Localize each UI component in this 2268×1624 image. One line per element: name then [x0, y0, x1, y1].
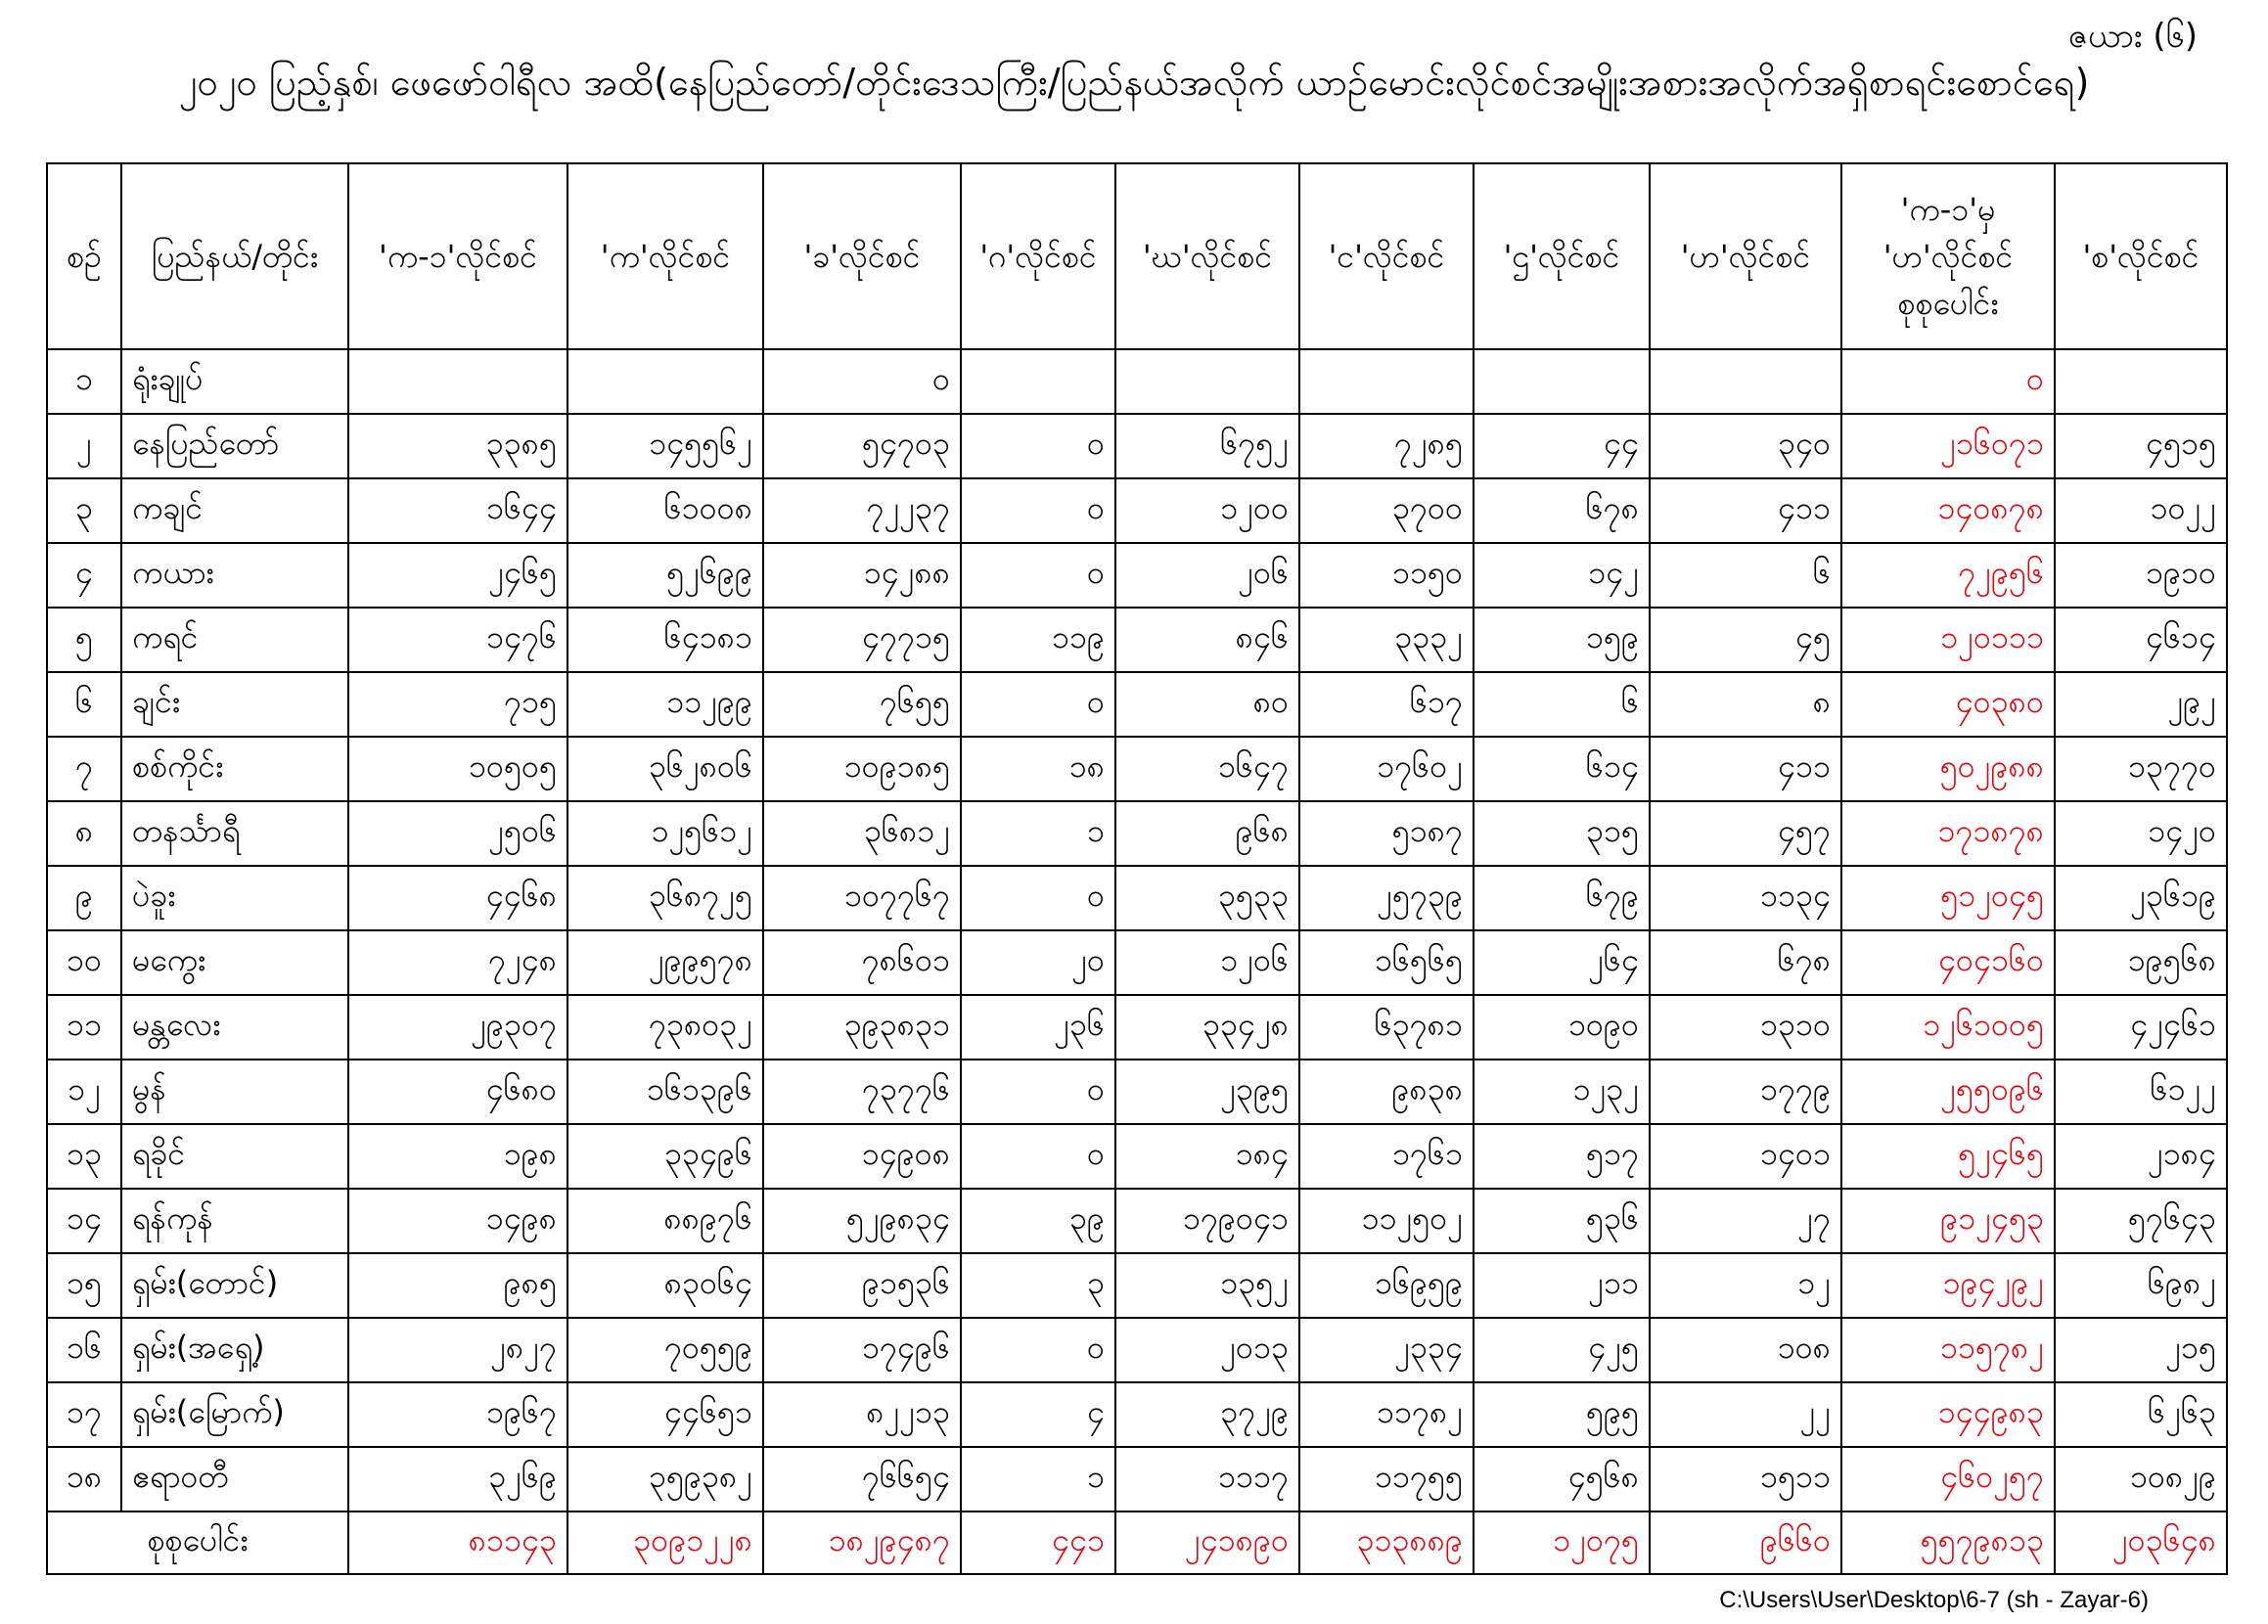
value-cell: ၈: [1650, 672, 1841, 737]
region-cell: ရုံးချုပ်: [121, 349, 348, 414]
header-row: [47, 163, 2227, 349]
value-cell: ၆: [1474, 672, 1650, 737]
value-cell: ၃၄၀: [1650, 414, 1841, 478]
table-row: [47, 1253, 2227, 1318]
value-cell: ၁၁၁၇: [1115, 1447, 1299, 1511]
header-cell: ပြည်နယ်/တိုင်း: [121, 163, 348, 349]
value-cell: ၉၈၅: [348, 1253, 567, 1318]
value-cell: ၅၁၈၇: [1299, 801, 1474, 866]
value-cell: ၇၃၇၇၆: [763, 1060, 961, 1124]
value-cell: ၈၂၂၁၃: [763, 1382, 961, 1447]
value-cell: ၄၂၄၆၁: [2055, 995, 2227, 1060]
table-row: [47, 1447, 2227, 1511]
value-cell: ၅၂၆၉၉: [567, 543, 763, 608]
region-cell: ရှမ်း(တောင်): [121, 1253, 348, 1318]
total-cell: ၃၀၉၁၂၂၈: [567, 1511, 763, 1574]
header-cell: 'စ'လိုင်စင်: [2055, 163, 2227, 349]
value-cell: ၂၂: [1650, 1382, 1841, 1447]
value-cell: ၉၁၅၃၆: [763, 1253, 961, 1318]
value-cell: ၄၄၆၅၁: [567, 1382, 763, 1447]
value-cell: ၀: [961, 1124, 1115, 1189]
value-cell: ၂၈၂၇: [348, 1318, 567, 1382]
total-cell: ၁၈၂၉၄၈၇: [763, 1511, 961, 1574]
region-cell: ကယား: [121, 543, 348, 608]
value-cell: ၇၁၅: [348, 672, 567, 737]
value-cell: ၁၆၉၅၉: [1299, 1253, 1474, 1318]
value-cell: ၅၁၇: [1474, 1124, 1650, 1189]
value-cell: ၁၆၁၃၉၆: [567, 1060, 763, 1124]
subtotal-cell: ၁၇၁၈၇၈: [1841, 801, 2055, 866]
value-cell: ၁: [961, 801, 1115, 866]
value-cell: ၁၇၄၉၆: [763, 1318, 961, 1382]
value-cell: ၆၇၉: [1474, 866, 1650, 930]
region-cell: မွန်: [121, 1060, 348, 1124]
subtotal-cell: ၁၂၀၁၁၁: [1841, 608, 2055, 672]
value-cell: ၂၉၃၀၇: [348, 995, 567, 1060]
subtotal-cell: ၀: [1841, 349, 2055, 414]
value-cell: ၇၂၄၈: [348, 930, 567, 995]
value-cell: ၁၄၇၆: [348, 608, 567, 672]
value-cell: ၇၆၆၅၄: [763, 1447, 961, 1511]
header-cell: 'ဟ'လိုင်စင်: [1650, 163, 1841, 349]
value-cell: ၁: [961, 1447, 1115, 1511]
value-cell: ၁၁၃၄: [1650, 866, 1841, 930]
value-cell: ၄၆၈၀: [348, 1060, 567, 1124]
table-row: [47, 543, 2227, 608]
value-cell: ၁၃၅၂: [1115, 1253, 1299, 1318]
value-cell: ၁၇၇၉: [1650, 1060, 1841, 1124]
table-row: [47, 930, 2227, 995]
value-cell: ၁၅၁၁: [1650, 1447, 1841, 1511]
value-cell: ၁၇၆၀၂: [1299, 737, 1474, 801]
value-cell: ၁၀၈: [1650, 1318, 1841, 1382]
value-cell: ၁၄၂: [1474, 543, 1650, 608]
value-cell: ၄၁၁: [1650, 737, 1841, 801]
value-cell: ၀: [961, 1060, 1115, 1124]
value-cell: ၄၇၇၁၅: [763, 608, 961, 672]
serial-cell: ၃: [47, 478, 121, 543]
header-cell: 'က'လိုင်စင်: [567, 163, 763, 349]
header-cell: 'ဌ'လိုင်စင်: [1474, 163, 1650, 349]
table-row: [47, 1060, 2227, 1124]
value-cell: ၁၆၅၆၅: [1299, 930, 1474, 995]
value-cell: ၆၁၂၂: [2055, 1060, 2227, 1124]
header-cell: 'ဂ'လိုင်စင်: [961, 163, 1115, 349]
value-cell: ၂၁၈၄: [2055, 1124, 2227, 1189]
serial-cell: ၆: [47, 672, 121, 737]
value-cell: ၂၀၆: [1115, 543, 1299, 608]
value-cell: ၈၈၉၇၆: [567, 1189, 763, 1253]
region-cell: ကချင်: [121, 478, 348, 543]
value-cell: ၁၁၂၉၉: [567, 672, 763, 737]
total-cell: ၂၄၁၈၉၀: [1115, 1511, 1299, 1574]
serial-cell: ၁၃: [47, 1124, 121, 1189]
table-row: [47, 349, 2227, 414]
value-cell: ၇၆၅၅: [763, 672, 961, 737]
value-cell: ၈၀: [1115, 672, 1299, 737]
value-cell: [348, 349, 567, 414]
value-cell: ၁၃၇၇၀: [2055, 737, 2227, 801]
value-cell: ၅၉၅: [1474, 1382, 1650, 1447]
subtotal-cell: ၅၁၂၀၄၅: [1841, 866, 2055, 930]
value-cell: ၁၀၉၁၈၅: [763, 737, 961, 801]
value-cell: [1115, 349, 1299, 414]
value-cell: ၁၇၆၁: [1299, 1124, 1474, 1189]
total-cell: ၄၄၁: [961, 1511, 1115, 1574]
value-cell: ၁၇၉၀၄၁: [1115, 1189, 1299, 1253]
serial-cell: ၁၁: [47, 995, 121, 1060]
value-cell: ၂၃၉၅: [1115, 1060, 1299, 1124]
value-cell: ၅၂၉၈၃၄: [763, 1189, 961, 1253]
region-cell: နေပြည်တော်: [121, 414, 348, 478]
value-cell: ၁၂၃၂: [1474, 1060, 1650, 1124]
region-cell: ရန်ကုန်: [121, 1189, 348, 1253]
value-cell: ၁၀၂၂: [2055, 478, 2227, 543]
header-cell: 'ဃ'လိုင်စင်: [1115, 163, 1299, 349]
value-cell: ၁၆၄၇: [1115, 737, 1299, 801]
table-row: [47, 995, 2227, 1060]
value-cell: ၉၆၈: [1115, 801, 1299, 866]
subtotal-cell: ၄၀၃၈၀: [1841, 672, 2055, 737]
value-cell: ၇၂၂၃၇: [763, 478, 961, 543]
value-cell: ၁၉၆၇: [348, 1382, 567, 1447]
value-cell: [1650, 349, 1841, 414]
serial-cell: ၁၄: [47, 1189, 121, 1253]
value-cell: ၁၂၀၀: [1115, 478, 1299, 543]
table-row: [47, 866, 2227, 930]
header-cell: 'က-၁'မှ 'ဟ'လိုင်စင် စုစုပေါင်း: [1841, 163, 2055, 349]
value-cell: ၀: [763, 349, 961, 414]
table-row: [47, 737, 2227, 801]
region-cell: ပဲခူး: [121, 866, 348, 930]
value-cell: ၁၄၉၀၈: [763, 1124, 961, 1189]
value-cell: ၂၀: [961, 930, 1115, 995]
table-title: ၂၀၂၀ ပြည့်နှစ်၊ ဖေဖော်ဝါရီလ အထိ(နေပြည်တော်/တိုင်းဒေသကြီး/ပြည်နယ်အလိုက် ယာဉ်မောင်းလိုင်စင်အမျိုးအစားအလိုက်အရှိစာရင်းစောင်ရေ): [178, 61, 2090, 104]
value-cell: ၆၁၇: [1299, 672, 1474, 737]
value-cell: ၄၄၆၈: [348, 866, 567, 930]
value-cell: ၃၅၉၃၈၂: [567, 1447, 763, 1511]
total-label: စုစုပေါင်း: [47, 1511, 348, 1574]
value-cell: ၁၂၅၆၁၂: [567, 801, 763, 866]
value-cell: ၁၄၅၅၆၂: [567, 414, 763, 478]
region-cell: ရခိုင်: [121, 1124, 348, 1189]
license-table: [46, 162, 2228, 1575]
serial-cell: ၁: [47, 349, 121, 414]
value-cell: ၁၄၀၁: [1650, 1124, 1841, 1189]
header-cell: 'င'လိုင်စင်: [1299, 163, 1474, 349]
table-row: [47, 1382, 2227, 1447]
value-cell: ၆၉၈၂: [2055, 1253, 2227, 1318]
table-row: [47, 608, 2227, 672]
value-cell: ၄၅: [1650, 608, 1841, 672]
subtotal-cell: ၂၁၆၀၇၁: [1841, 414, 2055, 478]
value-cell: ၁၄၂၈၈: [763, 543, 961, 608]
value-cell: ၄၅၁၅: [2055, 414, 2227, 478]
value-cell: [961, 349, 1115, 414]
total-cell: ၅၅၇၉၈၁၃: [1841, 1511, 2055, 1574]
value-cell: ၆၂၆၃: [2055, 1382, 2227, 1447]
value-cell: ၃၃၄၂၈: [1115, 995, 1299, 1060]
value-cell: ၃၃၈၅: [348, 414, 567, 478]
value-cell: ၇၀၅၅၉: [567, 1318, 763, 1382]
serial-cell: ၁၆: [47, 1318, 121, 1382]
header-cell: စဉ်: [47, 163, 121, 349]
region-cell: စစ်ကိုင်း: [121, 737, 348, 801]
table-row: [47, 414, 2227, 478]
region-cell: ချင်း: [121, 672, 348, 737]
value-cell: ၄၅၆၈: [1474, 1447, 1650, 1511]
value-cell: ၆၇၈: [1474, 478, 1650, 543]
total-cell: ၈၁၁၄၃: [348, 1511, 567, 1574]
value-cell: ၁၀၅၀၅: [348, 737, 567, 801]
value-cell: ၃၆၈၁၂: [763, 801, 961, 866]
subtotal-cell: ၄၆၀၂၅၇: [1841, 1447, 2055, 1511]
subtotal-cell: ၁၉၄၂၉၂: [1841, 1253, 2055, 1318]
subtotal-cell: ၅၂၄၆၅: [1841, 1124, 2055, 1189]
total-cell: ၉၆၆၀: [1650, 1511, 1841, 1574]
serial-cell: ၁၂: [47, 1060, 121, 1124]
value-cell: ၁၄၂၀: [2055, 801, 2227, 866]
serial-cell: ၁၈: [47, 1447, 121, 1511]
value-cell: ၁၉၁၀: [2055, 543, 2227, 608]
serial-cell: ၂: [47, 414, 121, 478]
value-cell: ၁၁၉: [961, 608, 1115, 672]
total-row: [47, 1511, 2227, 1574]
value-cell: ၁၁၇၅၅: [1299, 1447, 1474, 1511]
value-cell: ၃၉၃၈၃၁: [763, 995, 961, 1060]
value-cell: ၆၇၅၂: [1115, 414, 1299, 478]
value-cell: ၁၉၈: [348, 1124, 567, 1189]
value-cell: [567, 349, 763, 414]
value-cell: ၁၄၉၈: [348, 1189, 567, 1253]
value-cell: ၃၆၈၇၂၅: [567, 866, 763, 930]
value-cell: [1299, 349, 1474, 414]
value-cell: ၄၆၁၄: [2055, 608, 2227, 672]
value-cell: ၃၇၂၉: [1115, 1382, 1299, 1447]
region-cell: ဧရာဝတီ: [121, 1447, 348, 1511]
value-cell: ၃၉: [961, 1189, 1115, 1253]
header-cell: 'က-၁'လိုင်စင်: [348, 163, 567, 349]
value-cell: ၂၉၂: [2055, 672, 2227, 737]
value-cell: ၃၅၃၃: [1115, 866, 1299, 930]
file-path-footer: C:\Users\User\Desktop\6-7 (sh - Zayar-6): [1719, 1587, 2149, 1613]
value-cell: ၁၈၄: [1115, 1124, 1299, 1189]
value-cell: ၃၁၅: [1474, 801, 1650, 866]
value-cell: ၄: [961, 1382, 1115, 1447]
table-row: [47, 1124, 2227, 1189]
region-cell: တနင်္သာရီ: [121, 801, 348, 866]
value-cell: [2055, 349, 2227, 414]
value-cell: ၂၉၉၅၇၈: [567, 930, 763, 995]
subtotal-cell: ၂၅၅၀၉၆: [1841, 1060, 2055, 1124]
region-cell: မန္တလေး: [121, 995, 348, 1060]
serial-cell: ၇: [47, 737, 121, 801]
value-cell: ၁၂: [1650, 1253, 1841, 1318]
value-cell: ၁၈: [961, 737, 1115, 801]
value-cell: ၁၀၉၀: [1474, 995, 1650, 1060]
value-cell: ၀: [961, 1318, 1115, 1382]
total-cell: ၁၂၀၇၅: [1474, 1511, 1650, 1574]
value-cell: ၃: [961, 1253, 1115, 1318]
value-cell: ၆၁၀၀၈: [567, 478, 763, 543]
serial-cell: ၄: [47, 543, 121, 608]
value-cell: ၁၀၈၂၉: [2055, 1447, 2227, 1511]
value-cell: ၁၁၂၅၀၂: [1299, 1189, 1474, 1253]
total-cell: ၃၁၃၈၈၉: [1299, 1511, 1474, 1574]
value-cell: ၃၂၆၉: [348, 1447, 567, 1511]
value-cell: ၂၃၆: [961, 995, 1115, 1060]
value-cell: ၂၃၆၁၉: [2055, 866, 2227, 930]
subtotal-cell: ၁၄၀၈၇၈: [1841, 478, 2055, 543]
value-cell: ၂၇: [1650, 1189, 1841, 1253]
value-cell: ၀: [961, 414, 1115, 478]
serial-cell: ၁၅: [47, 1253, 121, 1318]
value-cell: ၇၃၈၀၃၂: [567, 995, 763, 1060]
value-cell: ၉၈၃၈: [1299, 1060, 1474, 1124]
value-cell: ၄၅၇: [1650, 801, 1841, 866]
page-reference: ဇယား (၆): [2067, 17, 2198, 56]
value-cell: ၀: [961, 478, 1115, 543]
serial-cell: ၉: [47, 866, 121, 930]
value-cell: ၁၉၅၆၈: [2055, 930, 2227, 995]
value-cell: ၃၇၀၀: [1299, 478, 1474, 543]
serial-cell: ၁၀: [47, 930, 121, 995]
table-row: [47, 478, 2227, 543]
subtotal-cell: ၇၂၉၅၆: [1841, 543, 2055, 608]
value-cell: ၈၃၀၆၄: [567, 1253, 763, 1318]
subtotal-cell: ၁၄၄၉၈၃: [1841, 1382, 2055, 1447]
value-cell: ၁၅၉: [1474, 608, 1650, 672]
subtotal-cell: ၉၁၂၄၅၃: [1841, 1189, 2055, 1253]
region-cell: ကရင်: [121, 608, 348, 672]
value-cell: ၆၁၄: [1474, 737, 1650, 801]
value-cell: ၄၂၅: [1474, 1318, 1650, 1382]
region-cell: ရှမ်း(အရှေ့): [121, 1318, 348, 1382]
value-cell: ၈၄၆: [1115, 608, 1299, 672]
value-cell: [1474, 349, 1650, 414]
subtotal-cell: ၁၂၆၁၀၀၅: [1841, 995, 2055, 1060]
value-cell: ၂၀၁၃: [1115, 1318, 1299, 1382]
value-cell: ၁၃၁၀: [1650, 995, 1841, 1060]
subtotal-cell: ၄၀၄၁၆၀: [1841, 930, 2055, 995]
table-row: [47, 1318, 2227, 1382]
value-cell: ၁၁၅၀: [1299, 543, 1474, 608]
value-cell: ၂၁၅: [2055, 1318, 2227, 1382]
subtotal-cell: ၅၀၂၉၈၈: [1841, 737, 2055, 801]
total-cell: ၂၀၃၆၄၈: [2055, 1511, 2227, 1574]
value-cell: ၆: [1650, 543, 1841, 608]
serial-cell: ၈: [47, 801, 121, 866]
value-cell: ၂၅၀၆: [348, 801, 567, 866]
value-cell: ၇၂၈၅: [1299, 414, 1474, 478]
value-cell: ၁၆၄၄: [348, 478, 567, 543]
value-cell: ၁၂၀၆: [1115, 930, 1299, 995]
value-cell: ၇၈၆၀၁: [763, 930, 961, 995]
value-cell: ၅၃၆: [1474, 1189, 1650, 1253]
serial-cell: ၁၇: [47, 1382, 121, 1447]
region-cell: ရှမ်း(မြောက်): [121, 1382, 348, 1447]
value-cell: ၀: [961, 866, 1115, 930]
subtotal-cell: ၁၁၅၇၈၂: [1841, 1318, 2055, 1382]
value-cell: ၃၆၂၈၀၆: [567, 737, 763, 801]
value-cell: ၄၄: [1474, 414, 1650, 478]
table-row: [47, 672, 2227, 737]
value-cell: ၆၃၇၈၁: [1299, 995, 1474, 1060]
value-cell: ၂၃၃၄: [1299, 1318, 1474, 1382]
value-cell: ၆၄၁၈၁: [567, 608, 763, 672]
value-cell: ၅၄၇၀၃: [763, 414, 961, 478]
value-cell: ၃၃၄၉၆: [567, 1124, 763, 1189]
value-cell: ၄၁၁: [1650, 478, 1841, 543]
value-cell: ၂၁၁: [1474, 1253, 1650, 1318]
value-cell: ၂၆၄: [1474, 930, 1650, 995]
region-cell: မကွေး: [121, 930, 348, 995]
serial-cell: ၅: [47, 608, 121, 672]
value-cell: ၅၇၆၄၃: [2055, 1189, 2227, 1253]
value-cell: ၀: [961, 543, 1115, 608]
table-row: [47, 1189, 2227, 1253]
value-cell: ၀: [961, 672, 1115, 737]
value-cell: ၁၁၇၈၂: [1299, 1382, 1474, 1447]
header-cell: 'ခ'လိုင်စင်: [763, 163, 961, 349]
value-cell: ၂၄၆၅: [348, 543, 567, 608]
value-cell: ၂၅၇၃၉: [1299, 866, 1474, 930]
value-cell: ၆၇၈: [1650, 930, 1841, 995]
value-cell: ၁၀၇၇၆၇: [763, 866, 961, 930]
table-row: [47, 801, 2227, 866]
value-cell: ၃၃၃၂: [1299, 608, 1474, 672]
